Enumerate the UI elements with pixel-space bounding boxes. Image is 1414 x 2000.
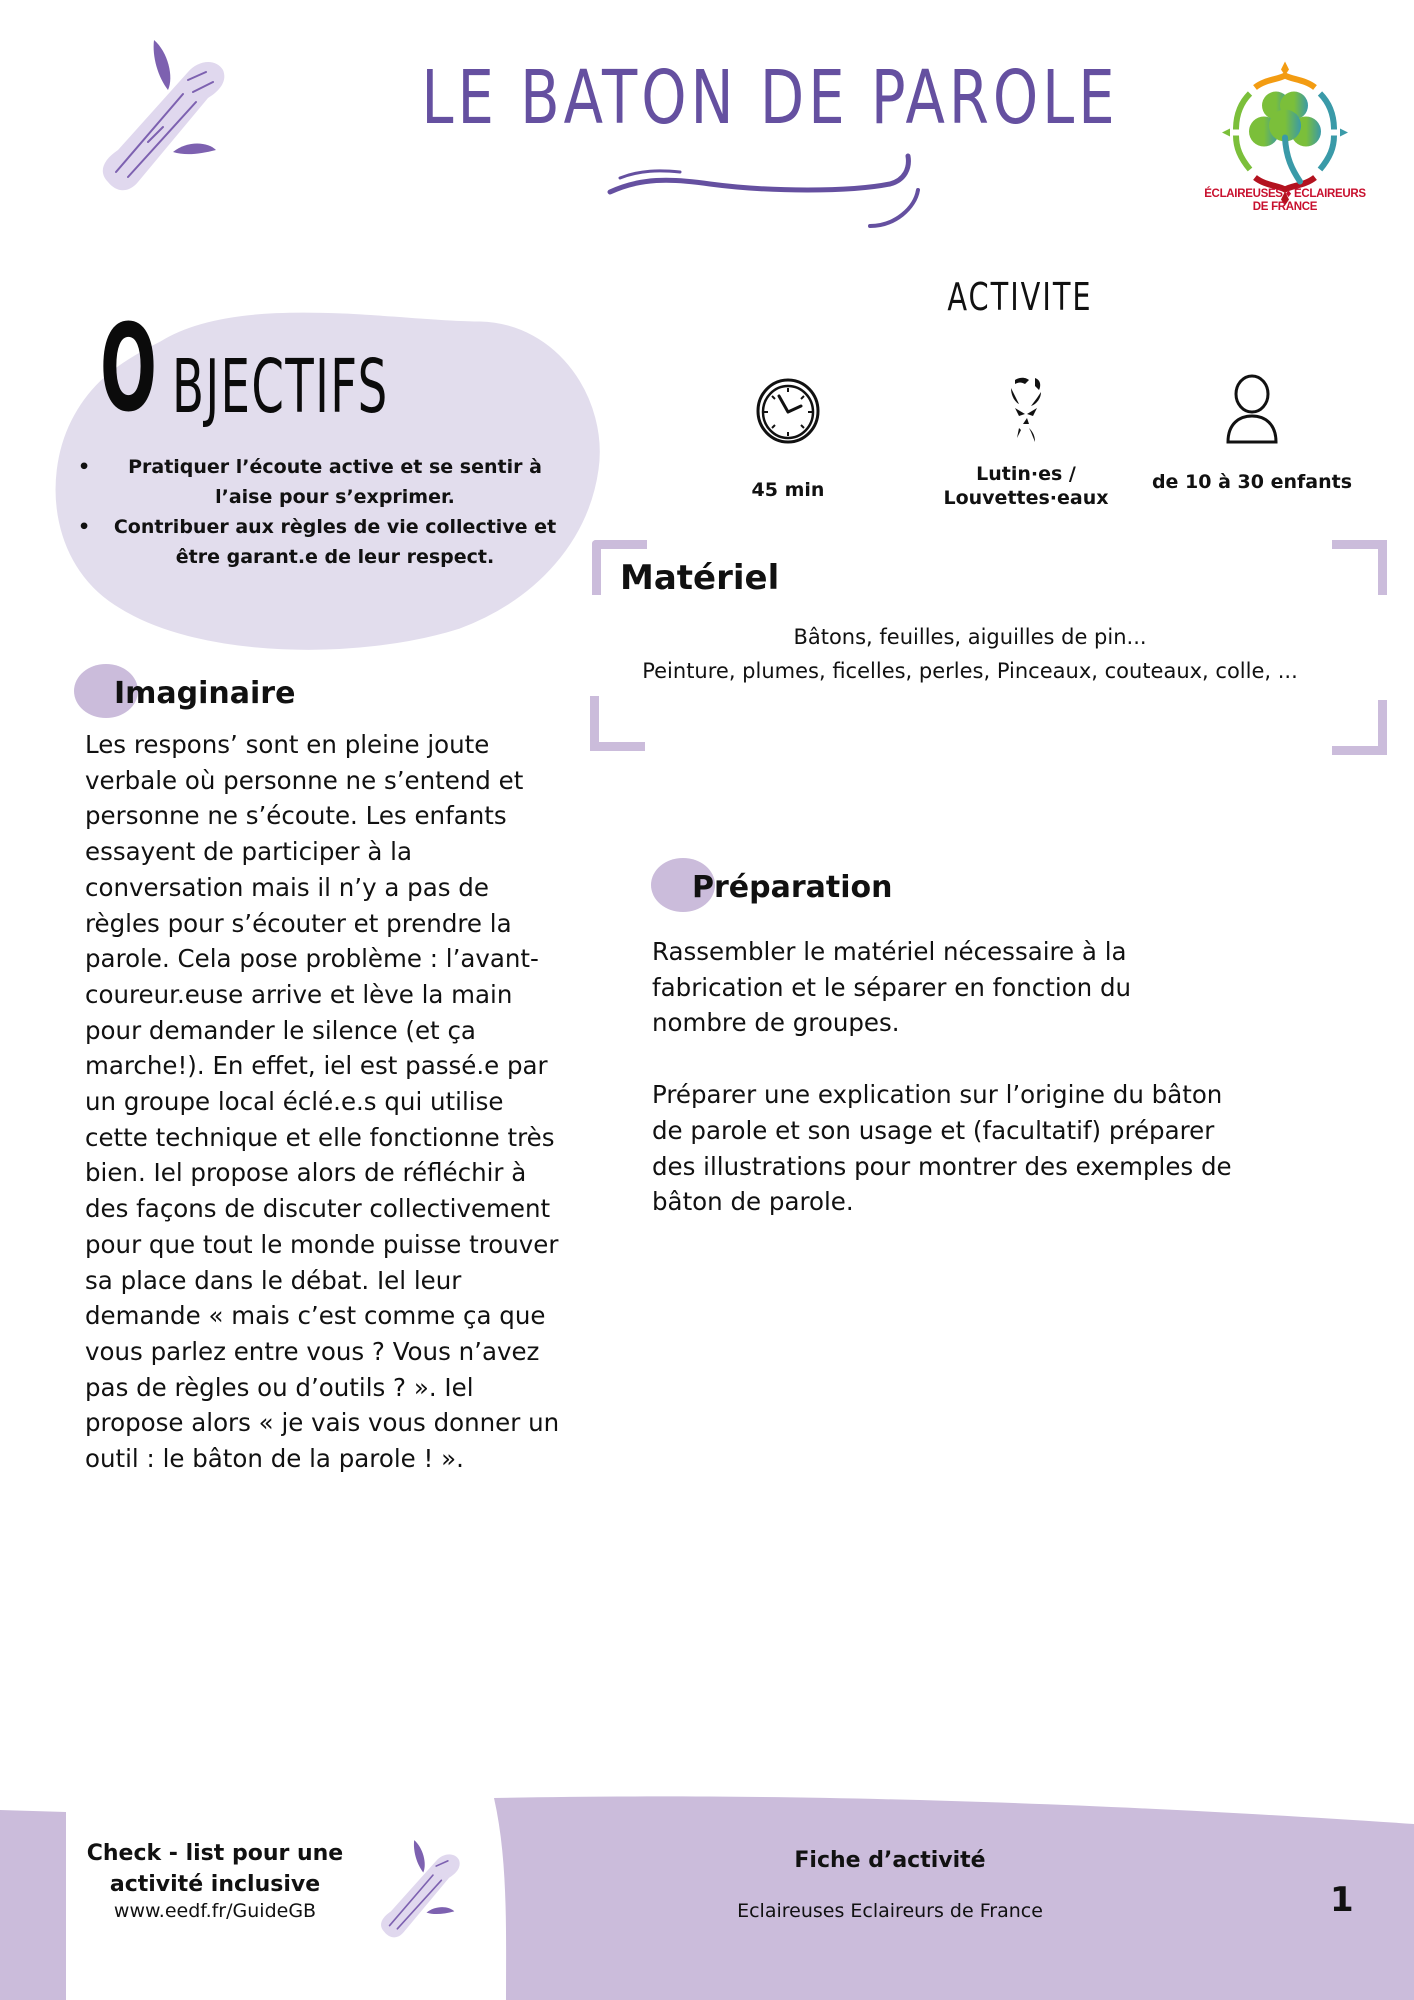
objectifs-title-initial: O	[100, 300, 157, 439]
preparation-paragraph: Rassembler le matériel nécessaire à la fabrication et le séparer en fonction du nombre de groupes.	[652, 937, 1132, 1038]
objectifs-list	[70, 452, 570, 572]
materiel-line: Bâtons, feuilles, aiguilles de pin...	[793, 625, 1147, 649]
scarf-icon	[991, 374, 1061, 444]
stick-feather-illustration	[88, 32, 238, 202]
objectifs-title	[100, 300, 389, 439]
person-icon	[1217, 374, 1287, 444]
clock-icon	[753, 376, 823, 446]
preparation-text	[652, 934, 1232, 1220]
activite-age-label: Lutin·es / Louvettes·eaux	[943, 463, 1109, 509]
materiel-line: Peinture, plumes, ficelles, perles, Pinceaux, couteaux, colle, ...	[642, 659, 1298, 683]
materiel-title: Matériel	[620, 558, 780, 598]
footer-guide-link[interactable]: www.eedf.fr/GuideGB	[113, 1900, 317, 1922]
eedf-logo-text	[1190, 188, 1380, 214]
preparation-title: Préparation	[692, 870, 893, 905]
materiel-corner-bl	[590, 696, 645, 751]
objectif-item: • Contribuer aux règles de vie collective et être garant.e de leur respect.	[70, 512, 570, 572]
footer-organization: Eclaireuses Eclaireurs de France	[737, 1900, 1043, 1922]
objectif-item: • Pratiquer l’écoute active et se sentir à l’aise pour s’exprimer.	[70, 452, 570, 512]
imaginaire-text: Les respons’ sont en pleine joute verbale où personne ne s’entend et personne ne s’écoute. Les enfants essayent de participer à la conversation mais il n’y a pas de règles pour s’écouter et prendre la parole. Cela pose problème : l’avant-coureur.euse arrive et lève la main pour demander le silence (et ça marche!). En effet, iel est passé.e par un groupe local éclé.e.s qui utilise cette technique et elle fonctionne très bien. Iel propose alors de réfléchir à des façons de discuter collectivement pour que tout le monde puisse trouver sa place dans le débat. Iel leur demande « mais c’est comme ça que vous parlez entre vous ? Vous n’avez pas de règles ou d’outils ? ». Iel propose alors « je vais vous donner un outil : le bâton de la parole ! ».	[85, 730, 560, 1474]
materiel-corner-br	[1332, 700, 1387, 755]
page-number: 1	[1330, 1880, 1354, 1920]
activite-age-group	[916, 374, 1136, 510]
logo-line-1: ÉCLAIREUSES ♦ ÉCLAIREURS	[1204, 188, 1366, 200]
materiel-corner-tr	[1332, 540, 1387, 595]
materiel-list	[600, 620, 1340, 688]
objectifs-title-rest: BJECTIFS	[172, 344, 389, 430]
footer-stick-feather-illustration	[370, 1835, 470, 1945]
page-title: LE BATON DE PAROLE	[421, 56, 1119, 142]
activite-group-size	[1142, 374, 1362, 494]
activite-size-label: de 10 à 30 enfants	[1151, 471, 1353, 493]
preparation-paragraph: Préparer une explication sur l’origine du bâton de parole et son usage et (facultatif) préparer des illustrations pour montrer des exemples de bâton de parole.	[652, 1080, 1232, 1217]
activite-duration	[678, 376, 898, 502]
title-underline-swoosh	[600, 148, 940, 238]
logo-line-2: DE FRANCE	[1252, 201, 1318, 213]
activite-title: ACTIVITE	[947, 274, 1093, 320]
footer-fiche-label: Fiche d’activité	[794, 1848, 986, 1873]
imaginaire-title: Imaginaire	[114, 676, 296, 711]
activite-duration-label: 45 min	[751, 479, 825, 501]
footer-checklist-title: Check - list pour une activité inclusive	[86, 1841, 344, 1897]
